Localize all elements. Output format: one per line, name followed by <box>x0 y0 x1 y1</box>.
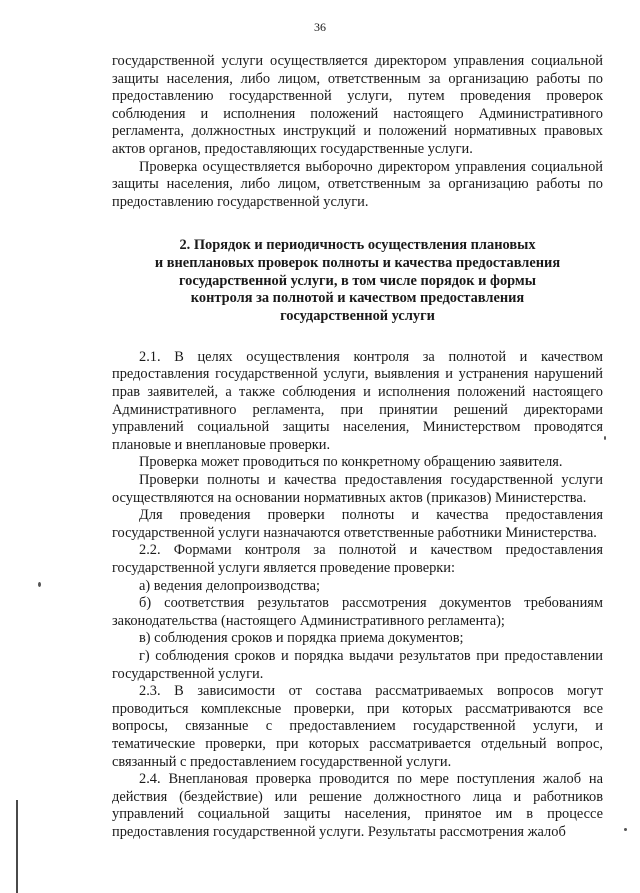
paragraph-verification: Проверка осуществляется выборочно директором управления социальной защиты населения, либо лицом, ответственным за организацию работы по предоставлению государственной услуги. <box>112 158 603 210</box>
paragraph-responsible-staff: Для проведения проверки полноты и качества предоставления государственной услуги назначаются ответственные работники Министерства. <box>112 507 603 541</box>
heading-line: государственной услуги <box>280 308 435 325</box>
scan-edge-mark <box>16 800 18 893</box>
document-body <box>112 53 603 841</box>
list-item-g: г) соблюдения сроков и порядка выдачи результатов при предоставлении государственной услуги. <box>112 647 603 682</box>
page-number: 36 <box>314 20 326 34</box>
paragraph-continuation: государственной услуги осуществляется директором управления социальной защиты населения, либо лицом, ответственным за организацию работы по предоставлению государственной услуги, путем проведения проверок соблюдения и исполнения положений настоящего Административного регламента, должностных инструкций и положений нормативных правовых актов органов, предоставляющих государственные услуги. <box>112 53 603 157</box>
scan-speck <box>604 436 606 440</box>
paragraph-2-1: 2.1. В целях осуществления контроля за полнотой и качеством предоставления государственной услуги, выявления и устранения нарушений прав заявителей, а также соблюдения и исполнения положений настоящего Административного регламента, при принятии решений директорами управлений социальной защиты населения, Министерством проводятся плановые и внеплановые проверки. <box>112 348 603 453</box>
heading-line: государственной услуги, в том числе порядок и формы <box>179 272 536 289</box>
list-item-b: б) соответствия результатов рассмотрения документов требованиям законодательства (настоящего Административного регламента); <box>112 595 603 629</box>
heading-line: контроля за полнотой и качеством предоставления <box>190 290 525 307</box>
section-heading <box>112 237 603 326</box>
paragraph-2-3: 2.3. В зависимости от состава рассматриваемых вопросов могут проводиться комплексные проверки, при которых рассматриваются все вопросы, связанные с предоставлением государственной услуги, и тематические проверки, при которых рассматривается отдельный вопрос, связанный с предоставлением государственной услуги. <box>112 683 603 770</box>
paragraph-normative-acts: Проверки полноты и качества предоставления государственной услуги осуществляются на основании нормативных актов (приказов) Министерства. <box>112 472 603 506</box>
paragraph-2-2: 2.2. Формами контроля за полнотой и качеством предоставления государственной услуги является проведение проверки: <box>112 542 603 576</box>
paragraph-2-4: 2.4. Внеплановая проверка проводится по мере поступления жалоб на действия (бездействие) или решение должностного лица и работников управлений социальной защиты населения, принятое им в процессе предоставления государственной услуги. Результаты рассмотрения жалоб <box>112 771 603 840</box>
list-item-v: в) соблюдения сроков и порядка приема документов; <box>139 630 464 647</box>
scan-speck <box>38 582 41 587</box>
heading-line: и внеплановых проверок полноты и качества предоставления <box>154 255 561 272</box>
heading-line: 2. Порядок и периодичность осуществления плановых <box>179 237 536 254</box>
paragraph-applicant-request: Проверка может проводиться по конкретному обращению заявителя. <box>139 454 563 471</box>
scan-speck <box>624 828 627 831</box>
list-item-a: а) ведения делопроизводства; <box>139 577 321 594</box>
